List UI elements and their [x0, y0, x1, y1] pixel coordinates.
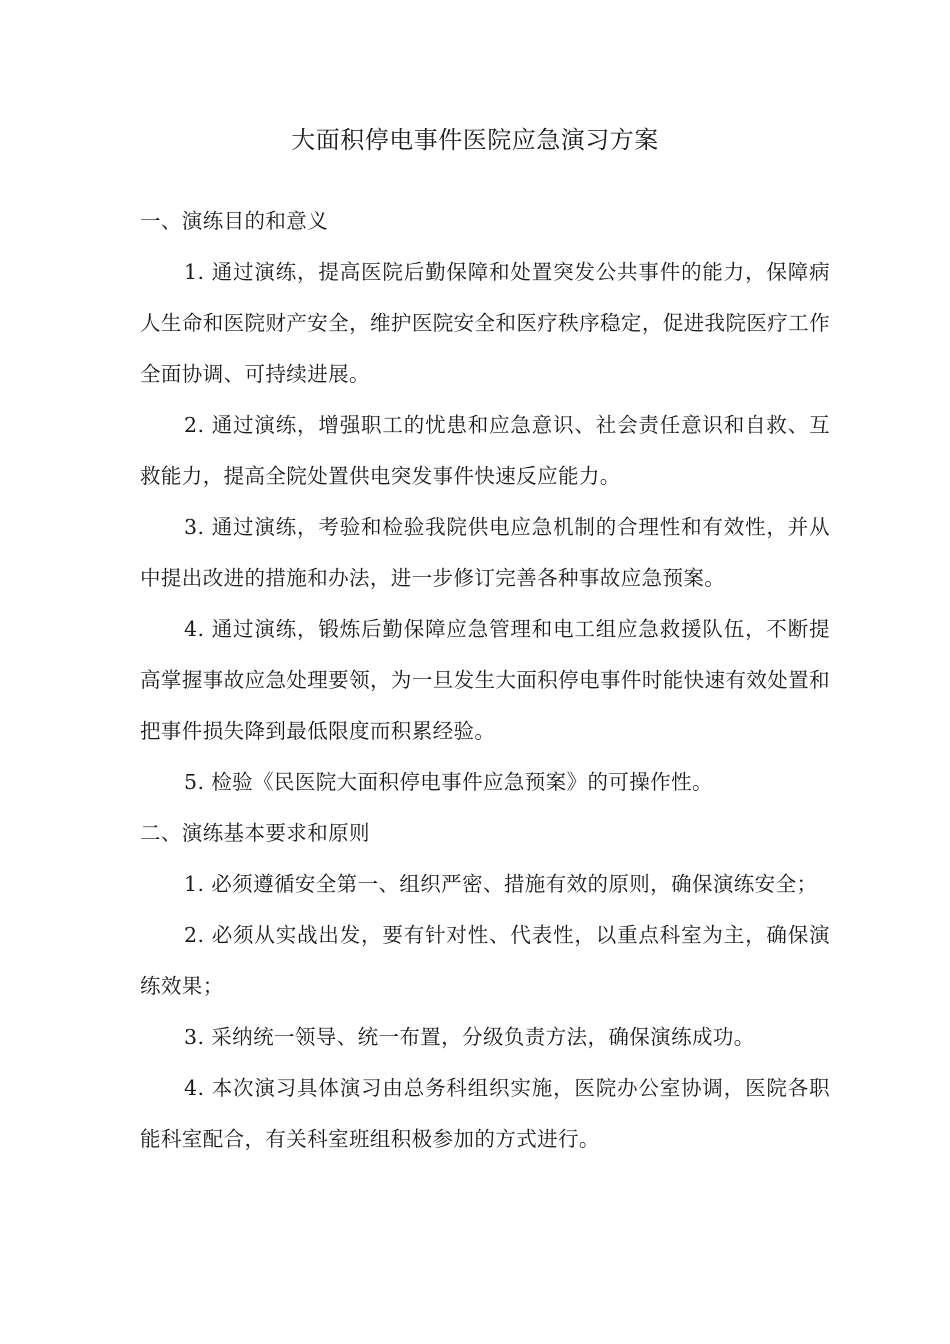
section-heading-purpose: 一、演练目的和意义	[140, 209, 329, 233]
paragraph: 2. 通过演练，增强职工的忧患和应急意识、社会责任意识和自救、互救能力，提高全院处置供电突发事件快速反应能力。	[140, 413, 830, 488]
paragraph: 1. 通过演练，提高医院后勤保障和处置突发公共事件的能力，保障病人生命和医院财产安全，维护医院安全和医疗秩序稳定，促进我院医疗工作全面协调、可持续进展。	[140, 260, 830, 386]
paragraph: 5. 检验《民医院大面积停电事件应急预案》的可操作性。	[184, 770, 713, 794]
section-heading-requirements: 二、演练基本要求和原则	[140, 821, 370, 845]
paragraph: 3. 采纳统一领导、统一布置，分级负责方法，确保演练成功。	[184, 1025, 755, 1049]
paragraph: 4. 本次演习具体演习由总务科组织实施，医院办公室协调，医院各职能科室配合，有关科室班组积极参加的方式进行。	[140, 1076, 830, 1151]
paragraph: 2. 必须从实战出发，要有针对性、代表性，以重点科室为主，确保演练效果；	[140, 923, 830, 998]
paragraph: 4. 通过演练，锻炼后勤保障应急管理和电工组应急救援队伍，不断提高掌握事故应急处理要领，为一旦发生大面积停电事件时能快速有效处置和把事件损失降到最低限度而积累经验。	[140, 617, 830, 743]
document-body	[140, 196, 830, 1165]
paragraph: 1. 必须遵循安全第一、组织严密、措施有效的原则，确保演练安全；	[184, 872, 818, 896]
document-title: 大面积停电事件医院应急演习方案	[291, 126, 659, 154]
paragraph: 3. 通过演练，考验和检验我院供电应急机制的合理性和有效性，并从中提出改进的措施和办法，进一步修订完善各种事故应急预案。	[140, 515, 830, 590]
